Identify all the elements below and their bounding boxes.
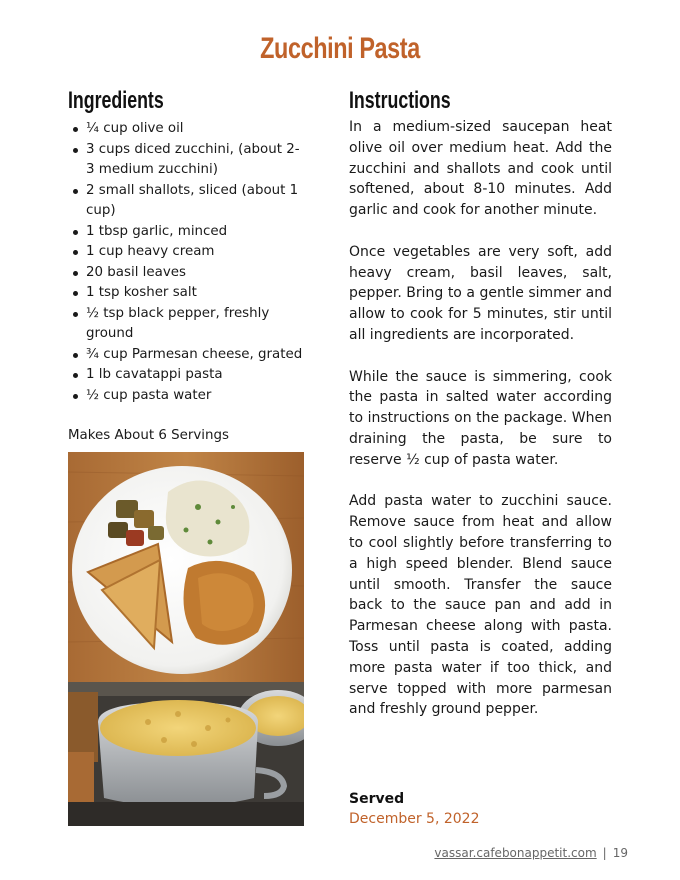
ingredient-item: 1 tbsp garlic, minced (68, 222, 308, 243)
ingredient-item: ¼ cup olive oil (68, 119, 308, 140)
ingredient-item: ½ tsp black pepper, freshly ground (68, 304, 308, 345)
ingredient-item: 1 tsp kosher salt (68, 283, 308, 304)
food-photo-illustration (68, 452, 304, 826)
footer-separator: | (602, 846, 607, 860)
instruction-paragraph: Once vegetables are very soft, add heavy cream, basil leaves, salt, pepper. Bring to a gentle simmer and allow to cook for 5 minutes, stir until all ingredients are incorporated. (349, 243, 612, 343)
ingredient-item: ¾ cup Parmesan cheese, grated (68, 345, 308, 366)
ingredient-item: 20 basil leaves (68, 263, 308, 284)
ingredients-heading: Ingredients (68, 87, 164, 114)
page-number: 19 (612, 846, 628, 860)
servings-note: Makes About 6 Servings (68, 428, 229, 443)
served-date: December 5, 2022 (349, 811, 480, 827)
page-footer (434, 846, 628, 860)
instructions-body (349, 117, 612, 720)
ingredients-section (68, 86, 308, 446)
ingredient-item: 3 cups diced zucchini, (about 2-3 medium zucchini) (68, 140, 308, 181)
website-link[interactable]: vassar.cafebonappetit.com (434, 846, 597, 860)
instruction-paragraph: While the sauce is simmering, cook the pasta in salted water according to instructions on the package. When draining the pasta, be sure to reserve ½ cup of pasta water. (349, 368, 612, 468)
instructions-heading: Instructions (349, 87, 451, 114)
ingredient-item: 1 lb cavatappi pasta (68, 365, 308, 386)
ingredient-item: ½ cup pasta water (68, 386, 308, 407)
ingredients-list (68, 119, 308, 406)
instructions-section (349, 86, 612, 741)
instruction-paragraph: In a medium-sized saucepan heat olive oil over medium heat. Add the zucchini and shallots and cook until softened, about 8-10 minutes. Add garlic and cook for another minute. (349, 119, 612, 219)
page-title: Zucchini Pasta (260, 32, 420, 65)
served-section (349, 789, 612, 829)
served-label: Served (349, 791, 405, 807)
instruction-paragraph: Add pasta water to zucchini sauce. Remove sauce from heat and allow to cool slightly before transferring to a high speed blender. Blend sauce until smooth. Transfer the sauce back to the sauce pan and add in Parmesan cheese along with pasta. Toss until pasta is coated, adding more pasta water if too thick, and serve topped with more parmesan and freshly ground pepper. (349, 493, 612, 718)
ingredient-item: 2 small shallots, sliced (about 1 cup) (68, 181, 308, 222)
ingredient-item: 1 cup heavy cream (68, 242, 308, 263)
food-photo (68, 452, 304, 826)
